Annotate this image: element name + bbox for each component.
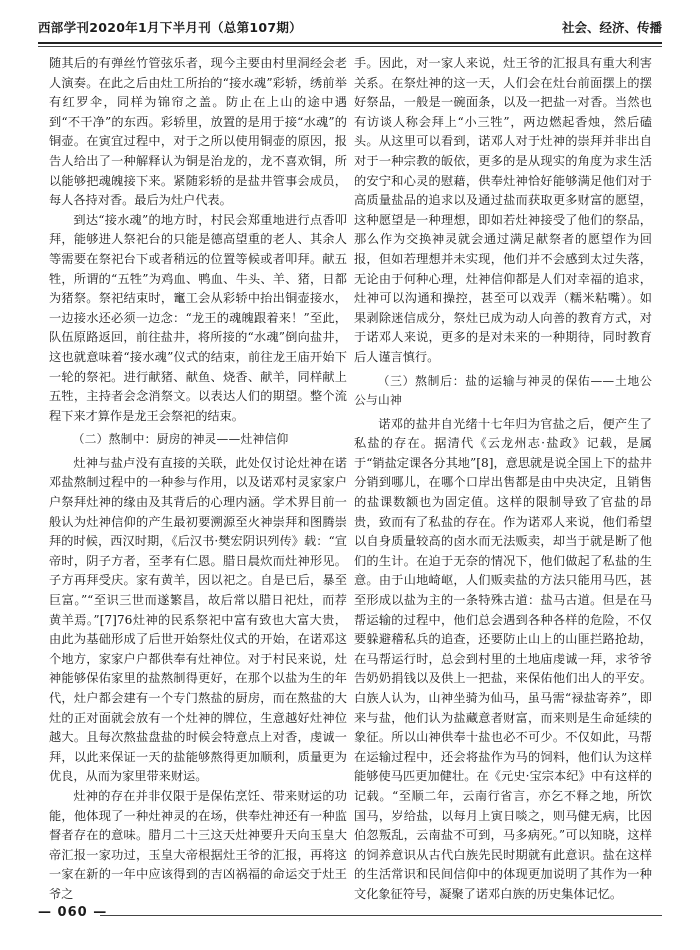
- header-rule-thin: [38, 46, 662, 47]
- paragraph: 手。因此，对一家人来说，灶王爷的汇报具有重大利害关系。在祭灶神的这一天，人们会在灶台前面摆上的摆好祭品，一般是一碗面条，以及一把盐一对香。当然也有访谈人称会拜上“小三牲”，两边燃起香烛，然后磕头。从这里可以看到，诺邓人对于灶神的崇拜并非出自对于一种宗教的皈依，更多的是从现实的角度为求生活的安宁和心灵的慰藉，供奉灶神恰好能够满足他们对于高质量盐品的追求以及通过盐而获取更多财富的愿望，这种愿望是一种理想，即如若灶神接受了他们的祭品，那么作为交换神灵就会通过满足献祭者的愿望作为回报，但如若理想并未实现，他们并不会感到太过失落，无论由于何种心理，灶神信仰都是人们对幸福的追求，灶神可以沟通和操控，甚至可以戏弄（糯米粘嘴）。如果剥除迷信成分，祭灶已成为动人向善的教育方式，对于诺邓人来说，更多的是对未来的一种期待，同时教育后人谨言慎行。: [354, 56, 652, 364]
- paragraph: 灶神与盐卢没有直接的关联，此处仅讨论灶神在诺邓盐熬制过程中的一种参与作用，以及诺邓村灵家家户户祭拜灶神的缘由及其背后的心理内涵。学术界目前一般认为灶神信仰的产生最初要溯源至火神崇拜和图腾崇拜的时候，西汉时期，《后汉书·樊宏阴识列传》载：“宣帝时，阴子方者，至孝有仁恩。腊日晨炊而灶神形见。子方再拜受庆。家有黄羊，因以祀之。自是已后，暴至巨富。”“至识三世而遂繁昌，故后常以腊日祀灶，而荐黄羊焉。”[7]76灶神的民系祭祀中富有致也大富大贵，由此为基础形成了后世开始祭灶仪式的开始，在诺邓这个地方，家家户户都供奉有灶神位。对于村民来说，灶神能够保佑家里的盐熬制得更好，在那个以盐为生的年代，灶户都会建有一个专门熬盐的厨房，而在熬盐的大灶的正对面就会放有一个灶神的牌位，生意越好灶神位越大。且每次熬盐盘盐的时候会特意点上对香，虔诚一拜，以此来保证一天的盐能够熬得更加顺利，质量更为优良，从而为家里带来财运。: [49, 455, 347, 784]
- running-header: [38, 8, 662, 40]
- section-subheading: （二）熬制中：厨房的神灵——灶神信仰: [72, 432, 289, 447]
- paragraph: 灶神的存在并非仅限于是保佑烹饪、带来财运的功能，他体现了一种灶神灵的在场，供奉灶神还有一种监督者存在的意味。腊月二十三这天灶神要升天向玉皇大帝汇报一家功过，玉皇大帝根据灶王爷的汇报，再将这一家在新的一年中应该得到的吉凶祸福的命运交于灶王爷之: [49, 788, 347, 901]
- header-rule-thick: [38, 42, 662, 44]
- paragraph: 诺邓的盐井自光绪十七年归为官盐之后，便产生了私盐的存在。据清代《云龙州志·盐政》记载，是属于“销盐定课各分其地”[8]，意思就是说全国上下的盐井分销到哪儿，在哪个口岸出售都是由中央决定，且销售的盐课数额也为固定值。这样的限制导致了官盐的昂贵，致而有了私盐的存在。作为诺邓人来说，他们希望以自身质量较高的卤水而无法贩卖，却当于就是断了他们的生计。在迫于无奈的情况下，他们做起了私盐的生意。由于山地崎岖，人们贩卖盐的方法只能用马匹，甚至形成以盐为主的一条特殊古道：盐马古道。但是在马帮运输的过程中，他们总会遇到各种各样的危险，不仅要躲避稽私兵的追查，还要防止山上的山匪拦路抢劫，在马帮运行时，总会到村里的土地庙虔诚一拜，求爷爷告奶奶捐钱以及供上一把盐，来保佑他们出人的平安。白族人认为，山神坐骑为仙马，虽马需“禄盐寄养”，即来与盐，他们认为盐藏意者财富，而来则是生命延续的象征。所以山神供奉十盐也必不可少。不仅如此，马帮在运输过程中，还会将盐作为马的饲料，他们认为这样能够使马匹更加健壮。在《元史·宝宗本纪》中有这样的记载。“至顺二年，云南行省言，亦乞不释之地，所饮国马，岁给盐，以每月上寅日啖之，则马健无病，比因伯忽叛乱，云南盐不可到，马多病死。”可以知晓，这样的饲养意识从古代白族先民时期就有此意识。盐在这样的生活常识和民间信仰中的体现更加说明了其作为一种文化象征符号，凝聚了诺邓白族的历史集体记忆。: [354, 416, 652, 901]
- paragraph: 到达“接水魂”的地方时，村民会郑重地进行点香叩拜，能够进人祭祀台的只能是德高望重的老人、其余人等需要在祭祀台下或者稍远的位置等候或者叩拜。献五牲，所谓的“五牲”为鸡血、鸭血、牛头、羊、猪，日都为猪祭。祭祀结束时，竃工会从彩轿中抬出铜壶接水，一边接水还必须一边念：“龙王的魂魄跟着来！”至此，队伍原路返回，前往盐井，将所接的“水魂”倒向盐井，这也就意味着“接水魂”仪式的结束，前往龙王庙开始下一轮的祭祀。进行献猪、献鱼、烧香、献羊，同样献上五牲，主持者会念消祭文。以表达人们的期望。整个流程下来才算作是龙王会祭祀的结束。: [49, 212, 347, 423]
- footer-rule: [100, 915, 662, 916]
- page-number: — 060 —: [38, 905, 108, 920]
- right-column: [354, 54, 652, 905]
- section-title: 社会、经济、传播: [561, 20, 662, 35]
- left-column: [49, 54, 347, 905]
- paragraph: 随其后的有弹丝竹管弦乐者，现今主要由村里洞经会老人演奏。在此之后由灶工所抬的“接水魂”彩轿，绣前举有红罗伞，同样为锦帘之盖。防止在上山的途中遇到“不干净”的东西。彩轿里，放置的是用于接“水魂”的铜壶。在寅宜过程中，对于之所以使用铜壶的原因，报告人给出了一种解释认为铜是治龙的，龙不喜欢铜，所以能够把魂魄接下来。紧随彩轿的是盐井管事会成员，每人各持对香。最后为灶户代表。: [49, 56, 347, 208]
- page-footer: [38, 905, 662, 925]
- journal-title: 西部学刊2020年1月下半月刊（总第107期）: [38, 20, 302, 35]
- section-subheading: （三）熬制后：盐的运输与神灵的保佑——土地公公与山神: [354, 373, 652, 408]
